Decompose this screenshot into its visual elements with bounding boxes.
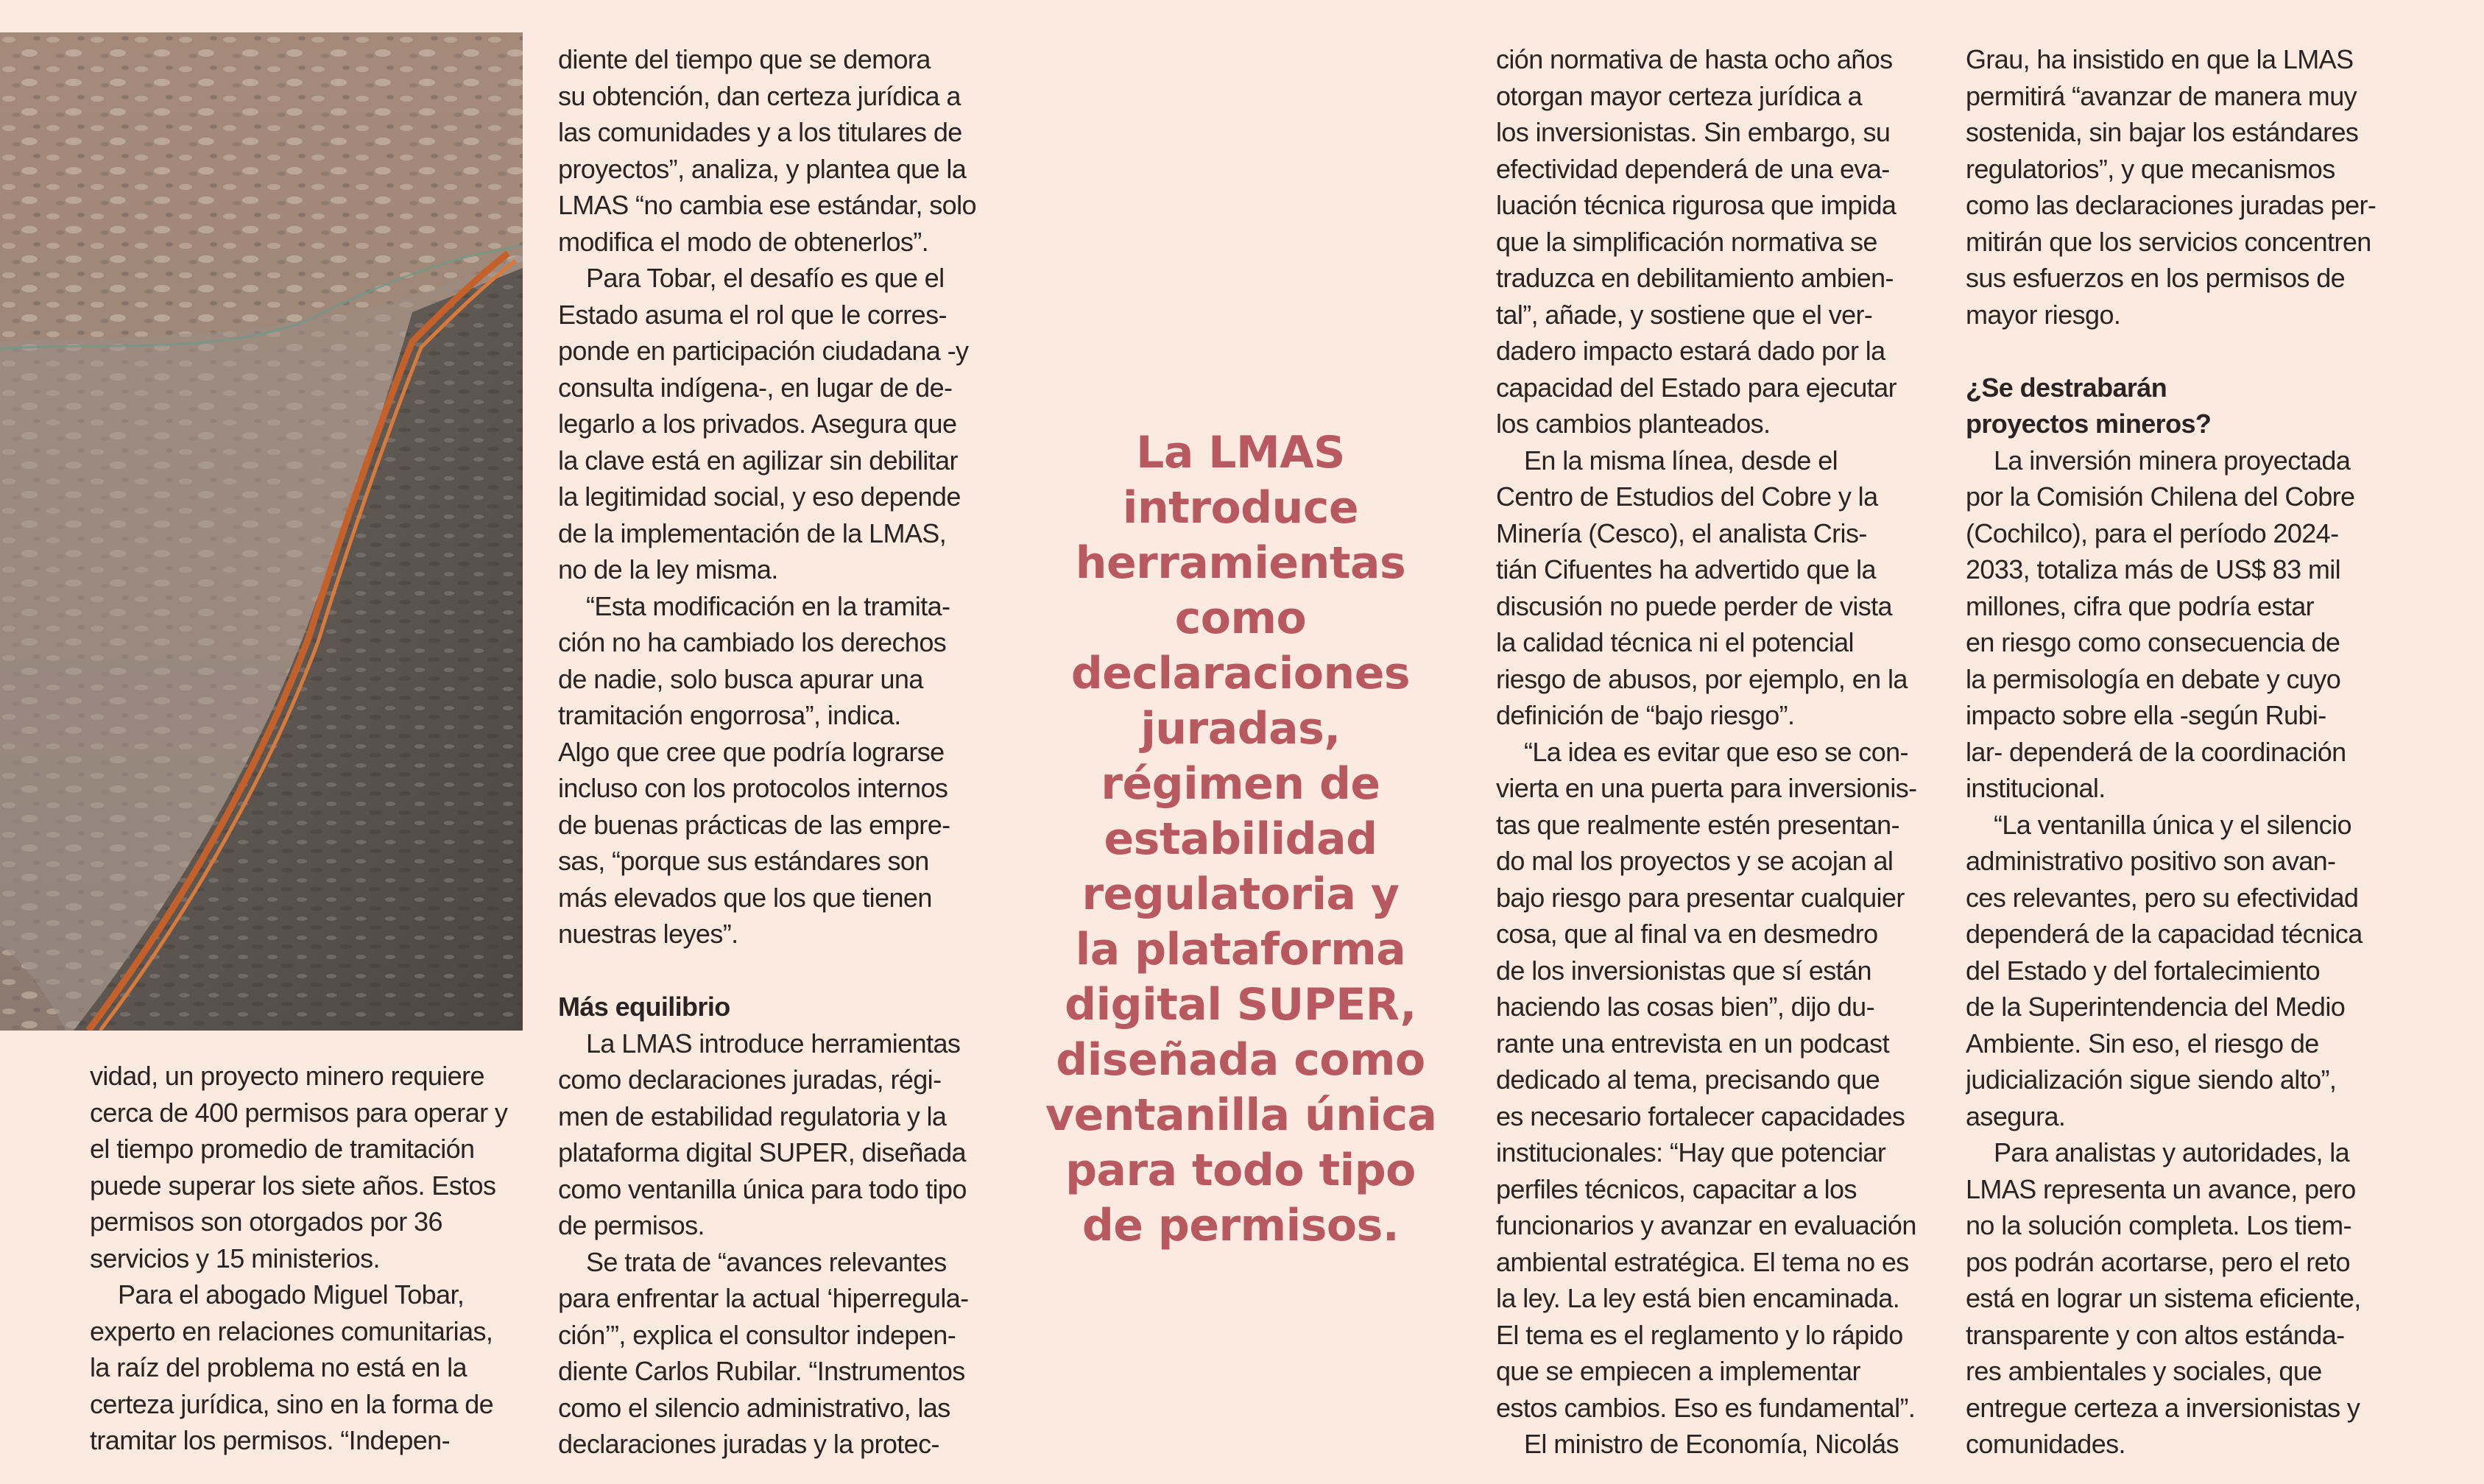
text-line: discusión no puede perder de vista: [1496, 590, 1892, 621]
text-line: bajo riesgo para presentar cualquier: [1496, 882, 1905, 913]
pull-quote-line: herramientas: [1075, 537, 1406, 589]
text-line: La LMAS introduce herramientas: [586, 1028, 961, 1059]
text-line: definición de “bajo riesgo”.: [1496, 700, 1795, 730]
text-line: vierta en una puerta para inversionis-: [1496, 773, 1917, 803]
text-line: ción normativa de hasta ocho años: [1496, 44, 1893, 74]
text-line: Se trata de “avances relevantes: [586, 1246, 947, 1277]
text-line: cerca de 400 permisos para operar y: [90, 1097, 508, 1128]
text-line: sus esfuerzos en los permisos de: [1966, 263, 2346, 293]
text-line: experto en relaciones comunitarias,: [90, 1315, 493, 1346]
text-line: las comunidades y a los titulares de: [558, 117, 962, 147]
text-line: diente Carlos Rubilar. “Instrumentos: [558, 1356, 965, 1386]
text-line: declaraciones juradas y la protec-: [558, 1429, 939, 1459]
article-column-4: [1966, 41, 2407, 1463]
text-line: dedicado al tema, precisando que: [1496, 1064, 1880, 1095]
article-column-3: [1496, 41, 1938, 1463]
text-line: de la implementación de la LMAS,: [558, 517, 947, 548]
text-line: la raíz del problema no está en la: [90, 1352, 467, 1382]
pull-quote-line: estabilidad: [1104, 813, 1377, 865]
text-line: LMAS representa un avance, pero: [1966, 1173, 2356, 1204]
pull-quote-line: introduce: [1122, 482, 1359, 534]
text-line: de nadie, solo busca apurar una: [558, 663, 923, 694]
text-line: legarlo a los privados. Asegura que: [558, 409, 957, 439]
text-line: Centro de Estudios del Cobre y la: [1496, 481, 1878, 512]
text-line: ponde en participación ciudadana -y: [558, 336, 969, 366]
text-line: “Esta modificación en la tramita-: [586, 590, 950, 621]
subheading: ¿Se destrabarán: [1966, 372, 2167, 403]
text-line: res ambientales y sociales, que: [1966, 1356, 2322, 1386]
text-line: institucionales: “Hay que potenciar: [1496, 1137, 1886, 1167]
text-line: Estado asuma el rol que le corres-: [558, 299, 947, 330]
text-line: los inversionistas. Sin embargo, su: [1496, 117, 1891, 147]
article-column-1: [90, 1058, 517, 1459]
text-line: la legitimidad social, y eso depende: [558, 481, 961, 512]
text-line: capacidad del Estado para ejecutar: [1496, 372, 1896, 403]
text-line: mayor riesgo.: [1966, 299, 2121, 330]
text-line: nuestras leyes”.: [558, 919, 738, 949]
text-line: proyectos”, analiza, y plantea que la: [558, 153, 967, 184]
text-line: perfiles técnicos, capacitar a los: [1496, 1173, 1857, 1204]
text-line: “La idea es evitar que eso se con-: [1524, 736, 1908, 767]
text-line: que se empiecen a implementar: [1496, 1356, 1860, 1386]
spacer: [1966, 333, 2407, 370]
text-line: por la Comisión Chilena del Cobre: [1966, 481, 2355, 512]
text-line: traduzca en debilitamiento ambien-: [1496, 263, 1894, 293]
text-line: tramitar los permisos. “Indepen-: [90, 1425, 450, 1455]
text-line: funcionarios y avanzar en evaluación: [1496, 1210, 1916, 1240]
text-line: efectividad dependerá de una eva-: [1496, 153, 1890, 184]
text-line: como las declaraciones juradas per-: [1966, 190, 2377, 220]
text-line: para enfrentar la actual ‘hiperregula-: [558, 1283, 969, 1313]
text-line: consulta indígena-, en lugar de de-: [558, 372, 953, 403]
text-line: está en lograr un sistema eficiente,: [1966, 1283, 2361, 1313]
text-line: los cambios planteados.: [1496, 409, 1771, 439]
pull-quote-line: de permisos.: [1082, 1200, 1400, 1251]
text-line: Algo que cree que podría lograrse: [558, 736, 945, 767]
text-line: cosa, que al final va en desmedro: [1496, 919, 1878, 949]
text-line: servicios y 15 ministerios.: [90, 1243, 380, 1273]
text-line: diente del tiempo que se demora: [558, 44, 931, 74]
text-line: como ventanilla única para todo tipo: [558, 1173, 967, 1204]
text-line: El tema es el reglamento y lo rápido: [1496, 1319, 1903, 1350]
text-line: tramitación engorrosa”, indica.: [558, 700, 901, 730]
text-line: como declaraciones juradas, régi-: [558, 1064, 942, 1095]
text-line: de la Superintendencia del Medio: [1966, 992, 2346, 1022]
text-line: impacto sobre ella -según Rubi-: [1966, 700, 2326, 730]
text-line: institucional.: [1966, 773, 2106, 803]
text-line: millones, cifra que podría estar: [1966, 590, 2315, 621]
text-line: regulatorios”, y que mecanismos: [1966, 153, 2335, 184]
text-line: permisos son otorgados por 36: [90, 1206, 442, 1237]
pull-quote-line: ventanilla única: [1045, 1089, 1437, 1141]
pull-quote-line: la plataforma: [1075, 924, 1406, 975]
text-line: Grau, ha insistido en que la LMAS: [1966, 44, 2354, 74]
pull-quote-line: régimen de: [1101, 758, 1380, 810]
text-line: haciendo las cosas bien”, dijo du-: [1496, 992, 1874, 1022]
text-line: Para el abogado Miguel Tobar,: [118, 1279, 465, 1310]
text-line: do mal los proyectos y se acojan al: [1496, 846, 1894, 876]
text-line: más elevados que los que tienen: [558, 882, 932, 913]
text-line: incluso con los protocolos internos: [558, 773, 948, 803]
text-line: ambiental estratégica. El tema no es: [1496, 1246, 1909, 1277]
text-line: (Cochilco), para el período 2024-: [1966, 517, 2339, 548]
text-line: de buenas prácticas de las empre-: [558, 809, 950, 840]
text-line: La inversión minera proyectada: [1994, 445, 2351, 476]
text-line: no la solución completa. Los tiem-: [1966, 1210, 2351, 1240]
article-column-2: [558, 41, 1000, 1463]
text-line: asegura.: [1966, 1100, 2066, 1131]
text-line: comunidades.: [1966, 1429, 2125, 1459]
text-line: ción’”, explica el consultor indepen-: [558, 1319, 956, 1350]
text-line: certeza jurídica, sino en la forma de: [90, 1388, 494, 1419]
text-line: ces relevantes, pero su efectividad: [1966, 882, 2359, 913]
text-line: modifica el modo de obtenerlos”.: [558, 226, 929, 257]
text-line: la clave está en agilizar sin debilitar: [558, 445, 958, 476]
text-line: permitirá “avanzar de manera muy: [1966, 80, 2357, 111]
text-line: no de la ley misma.: [558, 554, 778, 584]
text-line: vidad, un proyecto minero requiere: [90, 1061, 484, 1091]
mining-slope-photo: [0, 32, 523, 1031]
text-line: su obtención, dan certeza jurídica a: [558, 80, 961, 111]
text-line: en riesgo como consecuencia de: [1966, 627, 2340, 657]
text-line: la permisología en debate y cuyo: [1966, 663, 2341, 694]
text-line: Minería (Cesco), el analista Cris-: [1496, 517, 1867, 548]
pull-quote-line: como: [1174, 593, 1307, 644]
text-line: del Estado y del fortalecimiento: [1966, 955, 2321, 986]
pull-quote-line: digital SUPER,: [1065, 979, 1416, 1031]
text-line: tal”, añade, y sostiene que el ver-: [1496, 299, 1873, 330]
text-line: El ministro de Economía, Nicolás: [1524, 1429, 1899, 1459]
text-line: mitirán que los servicios concentren: [1966, 226, 2371, 257]
text-line: estos cambios. Eso es fundamental”.: [1496, 1392, 1916, 1423]
text-line: de los inversionistas que sí están: [1496, 955, 1871, 986]
text-line: men de estabilidad regulatoria y la: [558, 1100, 947, 1131]
text-line: tián Cifuentes ha advertido que la: [1496, 554, 1876, 584]
text-line: administrativo positivo son avan-: [1966, 846, 2336, 876]
text-line: ción no ha cambiado los derechos: [558, 627, 947, 657]
text-line: dependerá de la capacidad técnica: [1966, 919, 2363, 949]
text-line: “La ventanilla única y el silencio: [1994, 809, 2351, 840]
text-line: la ley. La ley está bien encaminada.: [1496, 1283, 1900, 1313]
text-line: tas que realmente estén presentan-: [1496, 809, 1899, 840]
text-line: luación técnica rigurosa que impida: [1496, 190, 1896, 220]
pull-quote-line: para todo tipo: [1065, 1145, 1416, 1196]
text-line: judicialización sigue siendo alto”,: [1966, 1064, 2337, 1095]
pull-quote: [1045, 425, 1436, 1254]
text-line: LMAS “no cambia ese estándar, solo: [558, 190, 976, 220]
text-line: otorgan mayor certeza jurídica a: [1496, 80, 1863, 111]
text-line: Para Tobar, el desafío es que el: [586, 263, 945, 293]
text-line: riesgo de abusos, por ejemplo, en la: [1496, 663, 1908, 694]
text-line: entregue certeza a inversionistas y: [1966, 1392, 2360, 1423]
subheading: Más equilibrio: [558, 992, 730, 1022]
text-line: rante una entrevista en un podcast: [1496, 1028, 1889, 1059]
text-line: En la misma línea, desde el: [1524, 445, 1838, 476]
pull-quote-line: La LMAS: [1136, 427, 1345, 478]
text-line: 2033, totaliza más de US$ 83 mil: [1966, 554, 2341, 584]
text-line: la calidad técnica ni el potencial: [1496, 627, 1854, 657]
text-line: Ambiente. Sin eso, el riesgo de: [1966, 1028, 2319, 1059]
text-line: transparente y con altos estánda-: [1966, 1319, 2345, 1350]
text-line: que la simplificación normativa se: [1496, 226, 1877, 257]
subheading: proyectos mineros?: [1966, 409, 2212, 439]
text-line: pos podrán acortarse, pero el reto: [1966, 1246, 2350, 1277]
text-line: Para analistas y autoridades, la: [1994, 1137, 2350, 1167]
text-line: puede superar los siete años. Estos: [90, 1170, 496, 1201]
text-line: es necesario fortalecer capacidades: [1496, 1100, 1905, 1131]
pull-quote-line: regulatoria y: [1082, 869, 1400, 920]
text-line: de permisos.: [558, 1210, 705, 1240]
pull-quote-line: juradas,: [1140, 703, 1341, 755]
text-line: dadero impacto estará dado por la: [1496, 336, 1885, 366]
pull-quote-line: declaraciones: [1070, 648, 1411, 699]
text-line: sostenida, sin bajar los estándares: [1966, 117, 2359, 147]
text-line: plataforma digital SUPER, diseñada: [558, 1137, 966, 1167]
text-line: sas, “porque sus estándares son: [558, 846, 929, 876]
spacer: [558, 953, 1000, 989]
pull-quote-line: diseñada como: [1056, 1034, 1425, 1086]
text-line: como el silencio administrativo, las: [558, 1392, 950, 1423]
text-line: el tiempo promedio de tramitación: [90, 1134, 475, 1164]
text-line: lar- dependerá de la coordinación: [1966, 736, 2346, 767]
